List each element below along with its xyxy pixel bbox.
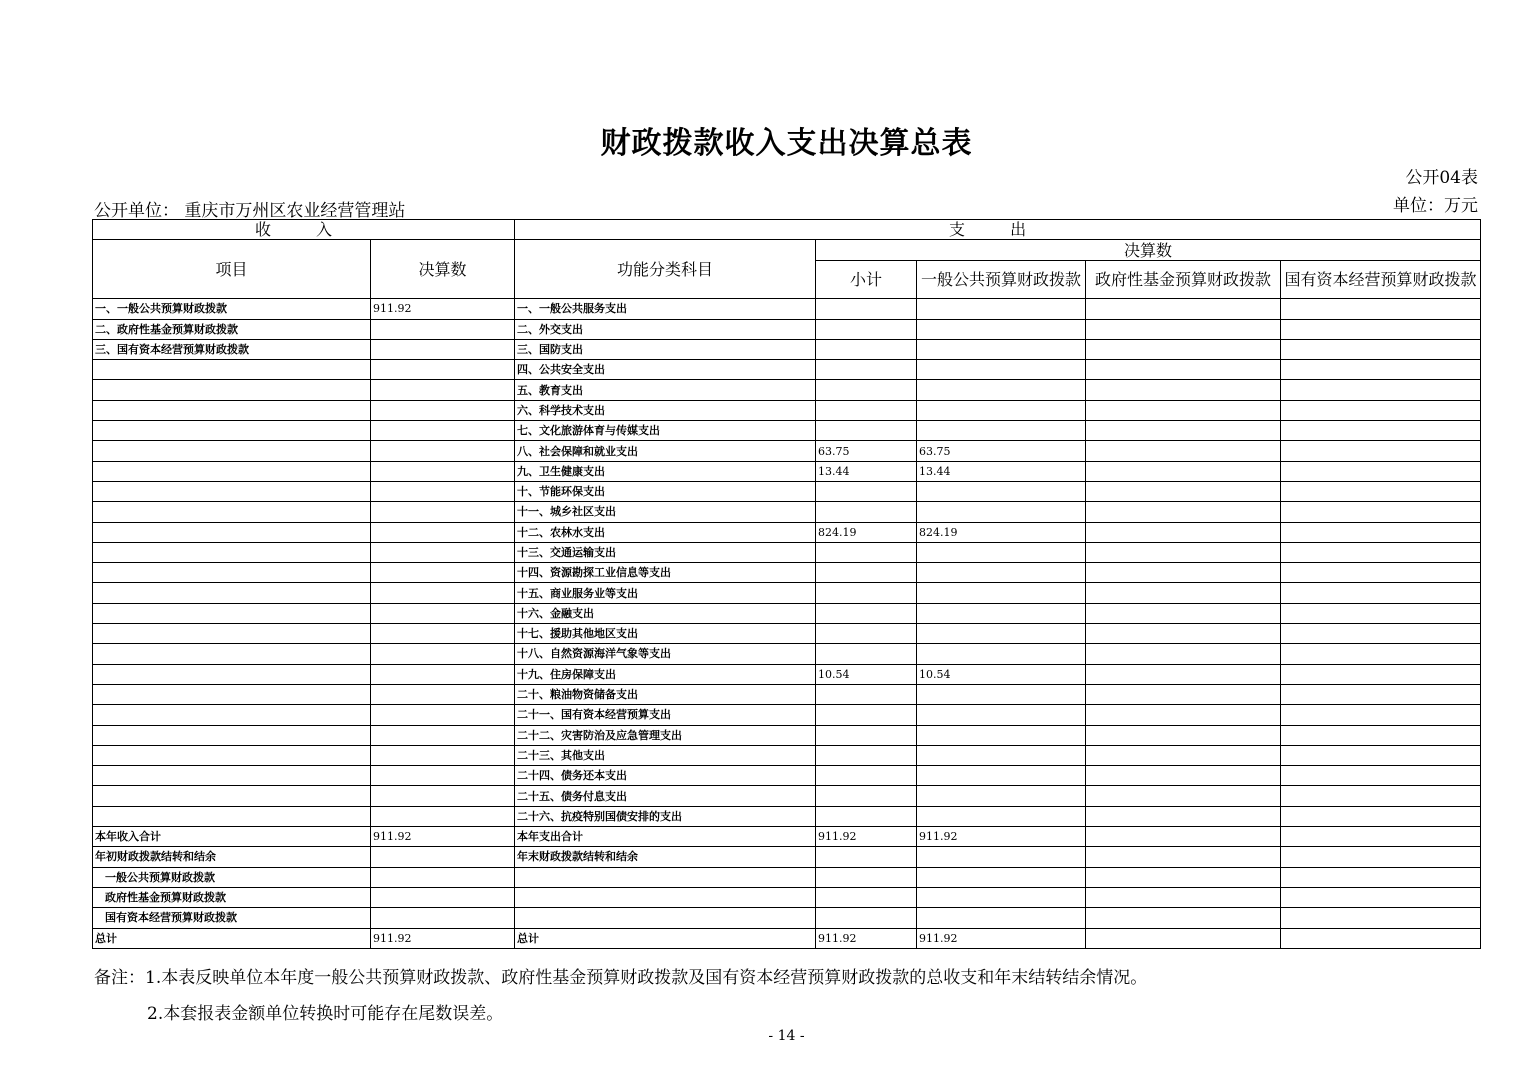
header-row-2 [93, 240, 1481, 261]
cell-amount [371, 786, 515, 806]
cell-fund [1086, 806, 1281, 826]
cell-subtotal [816, 705, 917, 725]
cell-item [93, 522, 371, 542]
cell-amount [371, 583, 515, 603]
cell-subtotal [816, 542, 917, 562]
cell-amount [371, 563, 515, 583]
cell-item [93, 745, 371, 765]
cell-func: 二、外交支出 [515, 319, 816, 339]
cell-general [917, 644, 1086, 664]
table-row [93, 380, 1481, 400]
table-row [93, 400, 1481, 420]
cell-amount [371, 400, 515, 420]
cell-state [1281, 441, 1481, 461]
cell-fund [1086, 421, 1281, 441]
cell-func [515, 887, 816, 907]
cell-state [1281, 725, 1481, 745]
cell-fund [1086, 644, 1281, 664]
cell-general [917, 766, 1086, 786]
cell-state [1281, 299, 1481, 319]
cell-fund [1086, 887, 1281, 907]
cell-fund [1086, 339, 1281, 359]
cell-general [917, 319, 1086, 339]
cell-general: 13.44 [917, 461, 1086, 481]
fund-header: 政府性基金预算财政拨款 [1086, 260, 1281, 298]
cell-general [917, 421, 1086, 441]
cell-general: 911.92 [917, 827, 1086, 847]
currency-unit: 单位：万元 [1393, 196, 1478, 216]
cell-subtotal [816, 806, 917, 826]
cell-item [93, 644, 371, 664]
cell-func: 年末财政拨款结转和结余 [515, 847, 816, 867]
cell-state [1281, 705, 1481, 725]
cell-fund [1086, 847, 1281, 867]
cell-state [1281, 847, 1481, 867]
cell-subtotal [816, 380, 917, 400]
cell-state [1281, 745, 1481, 765]
cell-fund [1086, 725, 1281, 745]
cell-item [93, 583, 371, 603]
table-row [93, 603, 1481, 623]
cell-amount [371, 502, 515, 522]
table-row [93, 684, 1481, 704]
cell-fund [1086, 563, 1281, 583]
cell-amount: 911.92 [371, 299, 515, 319]
cell-subtotal [816, 603, 917, 623]
cell-func: 二十六、抗疫特别国债安排的支出 [515, 806, 816, 826]
page-number: - 14 - [768, 1028, 805, 1044]
cell-func: 一、一般公共服务支出 [515, 299, 816, 319]
cell-fund [1086, 441, 1281, 461]
cell-fund [1086, 705, 1281, 725]
budget-table [92, 219, 1481, 949]
table-row [93, 624, 1481, 644]
cell-amount [371, 360, 515, 380]
cell-general: 911.92 [917, 928, 1086, 948]
table-row [93, 908, 1481, 928]
cell-item [93, 481, 371, 501]
cell-subtotal [816, 299, 917, 319]
table-row [93, 745, 1481, 765]
cell-subtotal [816, 339, 917, 359]
cell-func: 十九、住房保障支出 [515, 664, 816, 684]
cell-state [1281, 360, 1481, 380]
cell-fund [1086, 360, 1281, 380]
expense-header: 支 出 [515, 220, 1481, 240]
cell-state [1281, 339, 1481, 359]
table-row [93, 867, 1481, 887]
cell-amount [371, 867, 515, 887]
cell-general: 10.54 [917, 664, 1086, 684]
cell-item: 政府性基金预算财政拨款 [93, 887, 371, 907]
cell-fund [1086, 380, 1281, 400]
cell-subtotal [816, 847, 917, 867]
table-row [93, 705, 1481, 725]
cell-amount [371, 806, 515, 826]
cell-func: 五、教育支出 [515, 380, 816, 400]
cell-item [93, 786, 371, 806]
cell-item [93, 624, 371, 644]
cell-state [1281, 522, 1481, 542]
cell-fund [1086, 928, 1281, 948]
cell-subtotal [816, 786, 917, 806]
cell-fund [1086, 461, 1281, 481]
cell-general [917, 725, 1086, 745]
cell-item [93, 441, 371, 461]
cell-state [1281, 908, 1481, 928]
cell-item: 二、政府性基金预算财政拨款 [93, 319, 371, 339]
cell-func: 二十二、灾害防治及应急管理支出 [515, 725, 816, 745]
cell-item [93, 603, 371, 623]
cell-amount: 911.92 [371, 928, 515, 948]
cell-fund [1086, 684, 1281, 704]
cell-state [1281, 583, 1481, 603]
cell-fund [1086, 745, 1281, 765]
cell-general [917, 339, 1086, 359]
table-row [93, 644, 1481, 664]
cell-state [1281, 461, 1481, 481]
cell-item [93, 502, 371, 522]
cell-amount [371, 684, 515, 704]
cell-func: 六、科学技术支出 [515, 400, 816, 420]
cell-subtotal: 63.75 [816, 441, 917, 461]
cell-subtotal [816, 745, 917, 765]
cell-amount [371, 705, 515, 725]
cell-amount [371, 766, 515, 786]
cell-amount [371, 745, 515, 765]
cell-state [1281, 928, 1481, 948]
cell-func: 总计 [515, 928, 816, 948]
cell-fund [1086, 400, 1281, 420]
cell-func: 十七、援助其他地区支出 [515, 624, 816, 644]
cell-state [1281, 887, 1481, 907]
cell-item [93, 806, 371, 826]
cell-item: 三、国有资本经营预算财政拨款 [93, 339, 371, 359]
cell-subtotal: 911.92 [816, 827, 917, 847]
table-row [93, 725, 1481, 745]
cell-subtotal: 10.54 [816, 664, 917, 684]
cell-general [917, 299, 1086, 319]
cell-subtotal [816, 908, 917, 928]
cell-general [917, 542, 1086, 562]
cell-amount [371, 725, 515, 745]
cell-func [515, 867, 816, 887]
table-row [93, 563, 1481, 583]
cell-fund [1086, 786, 1281, 806]
table-row [93, 827, 1481, 847]
cell-amount [371, 908, 515, 928]
unit-label: 公开单位： [94, 201, 179, 221]
cell-state [1281, 766, 1481, 786]
table-row [93, 766, 1481, 786]
cell-subtotal [816, 400, 917, 420]
cell-func: 二十一、国有资本经营预算支出 [515, 705, 816, 725]
cell-item [93, 563, 371, 583]
cell-amount [371, 624, 515, 644]
table-row [93, 461, 1481, 481]
cell-item: 一般公共预算财政拨款 [93, 867, 371, 887]
unit-name: 重庆市万州区农业经营管理站 [184, 201, 406, 221]
table-row [93, 319, 1481, 339]
cell-func: 四、公共安全支出 [515, 360, 816, 380]
cell-fund [1086, 522, 1281, 542]
cell-amount [371, 542, 515, 562]
table-row [93, 847, 1481, 867]
cell-state [1281, 786, 1481, 806]
cell-general [917, 563, 1086, 583]
cell-amount [371, 887, 515, 907]
table-row [93, 583, 1481, 603]
cell-func: 十、节能环保支出 [515, 481, 816, 501]
cell-subtotal [816, 583, 917, 603]
cell-item [93, 664, 371, 684]
cell-amount [371, 644, 515, 664]
cell-item [93, 461, 371, 481]
table-row [93, 299, 1481, 319]
cell-state [1281, 380, 1481, 400]
cell-amount [371, 522, 515, 542]
cell-item [93, 360, 371, 380]
cell-func: 十三、交通运输支出 [515, 542, 816, 562]
cell-subtotal [816, 319, 917, 339]
cell-subtotal: 824.19 [816, 522, 917, 542]
cell-state [1281, 481, 1481, 501]
note-1: 备注：1.本表反映单位本年度一般公共预算财政拨款、政府性基金预算财政拨款及国有资本经营预算财政拨款的总收支和年末结转结余情况。 [94, 968, 1148, 988]
cell-state [1281, 542, 1481, 562]
table-row [93, 806, 1481, 826]
cell-state [1281, 603, 1481, 623]
cell-general [917, 360, 1086, 380]
cell-item: 年初财政拨款结转和结余 [93, 847, 371, 867]
table-row [93, 887, 1481, 907]
table-row [93, 441, 1481, 461]
cell-general [917, 887, 1086, 907]
cell-item [93, 725, 371, 745]
cell-subtotal [816, 725, 917, 745]
cell-subtotal [816, 563, 917, 583]
cell-item [93, 766, 371, 786]
final-header: 决算数 [816, 240, 1481, 261]
cell-fund [1086, 827, 1281, 847]
cell-fund [1086, 603, 1281, 623]
cell-func: 十四、资源勘探工业信息等支出 [515, 563, 816, 583]
cell-amount [371, 847, 515, 867]
cell-general [917, 867, 1086, 887]
cell-fund [1086, 908, 1281, 928]
cell-state [1281, 684, 1481, 704]
income-header: 收 入 [93, 220, 515, 240]
page-title: 财政拨款收入支出决算总表 [600, 126, 973, 161]
state-header: 国有资本经营预算财政拨款 [1281, 260, 1481, 298]
cell-fund [1086, 319, 1281, 339]
cell-fund [1086, 502, 1281, 522]
cell-amount [371, 319, 515, 339]
cell-general: 63.75 [917, 441, 1086, 461]
cell-general [917, 745, 1086, 765]
cell-func: 八、社会保障和就业支出 [515, 441, 816, 461]
general-header: 一般公共预算财政拨款 [917, 260, 1086, 298]
table-row [93, 421, 1481, 441]
table-row [93, 522, 1481, 542]
cell-func: 十二、农林水支出 [515, 522, 816, 542]
cell-func: 十五、商业服务业等支出 [515, 583, 816, 603]
item-header: 项目 [93, 240, 371, 299]
cell-general [917, 908, 1086, 928]
cell-item [93, 400, 371, 420]
cell-func: 九、卫生健康支出 [515, 461, 816, 481]
cell-func: 二十、粮油物资储备支出 [515, 684, 816, 704]
reporting-unit [94, 196, 405, 221]
cell-state [1281, 421, 1481, 441]
cell-subtotal [816, 502, 917, 522]
cell-func: 二十三、其他支出 [515, 745, 816, 765]
cell-item [93, 684, 371, 704]
cell-item: 总计 [93, 928, 371, 948]
cell-subtotal: 13.44 [816, 461, 917, 481]
cell-subtotal: 911.92 [816, 928, 917, 948]
cell-amount [371, 380, 515, 400]
cell-amount [371, 664, 515, 684]
cell-subtotal [816, 644, 917, 664]
cell-general [917, 624, 1086, 644]
note-2: 2.本套报表金额单位转换时可能存在尾数误差。 [147, 1004, 504, 1024]
table-row [93, 481, 1481, 501]
cell-state [1281, 664, 1481, 684]
cell-general [917, 380, 1086, 400]
cell-func: 二十五、债务付息支出 [515, 786, 816, 806]
cell-state [1281, 563, 1481, 583]
cell-general [917, 603, 1086, 623]
cell-amount [371, 339, 515, 359]
cell-state [1281, 502, 1481, 522]
amount-header: 决算数 [371, 240, 515, 299]
cell-subtotal [816, 360, 917, 380]
cell-fund [1086, 867, 1281, 887]
cell-state [1281, 624, 1481, 644]
table-row [93, 542, 1481, 562]
cell-subtotal [816, 887, 917, 907]
table-row [93, 339, 1481, 359]
cell-item: 本年收入合计 [93, 827, 371, 847]
cell-amount: 911.92 [371, 827, 515, 847]
cell-state [1281, 319, 1481, 339]
table-row [93, 928, 1481, 948]
cell-state [1281, 827, 1481, 847]
cell-general [917, 481, 1086, 501]
cell-general [917, 400, 1086, 420]
header-row-1 [93, 220, 1481, 240]
cell-amount [371, 481, 515, 501]
table-row [93, 664, 1481, 684]
cell-func [515, 908, 816, 928]
cell-fund [1086, 299, 1281, 319]
cell-general [917, 684, 1086, 704]
cell-subtotal [816, 624, 917, 644]
cell-amount [371, 603, 515, 623]
cell-item: 一、一般公共预算财政拨款 [93, 299, 371, 319]
cell-fund [1086, 542, 1281, 562]
table-row [93, 786, 1481, 806]
cell-fund [1086, 583, 1281, 603]
cell-func: 三、国防支出 [515, 339, 816, 359]
cell-amount [371, 461, 515, 481]
cell-subtotal [816, 481, 917, 501]
cell-subtotal [816, 421, 917, 441]
cell-subtotal [816, 867, 917, 887]
table-row [93, 360, 1481, 380]
cell-func: 二十四、债务还本支出 [515, 766, 816, 786]
cell-subtotal [816, 684, 917, 704]
cell-fund [1086, 766, 1281, 786]
cell-general [917, 583, 1086, 603]
cell-state [1281, 806, 1481, 826]
cell-amount [371, 441, 515, 461]
cell-item [93, 380, 371, 400]
form-number: 公开04表 [1405, 168, 1478, 188]
cell-general [917, 705, 1086, 725]
cell-item: 国有资本经营预算财政拨款 [93, 908, 371, 928]
cell-item [93, 542, 371, 562]
cell-fund [1086, 664, 1281, 684]
cell-state [1281, 400, 1481, 420]
cell-general [917, 847, 1086, 867]
cell-general: 824.19 [917, 522, 1086, 542]
cell-general [917, 786, 1086, 806]
table-row [93, 502, 1481, 522]
cell-subtotal [816, 766, 917, 786]
cell-func: 七、文化旅游体育与传媒支出 [515, 421, 816, 441]
func-header: 功能分类科目 [515, 240, 816, 299]
cell-func: 十六、金融支出 [515, 603, 816, 623]
cell-general [917, 806, 1086, 826]
cell-amount [371, 421, 515, 441]
cell-fund [1086, 481, 1281, 501]
cell-func: 十八、自然资源海洋气象等支出 [515, 644, 816, 664]
cell-state [1281, 644, 1481, 664]
cell-func: 本年支出合计 [515, 827, 816, 847]
subtotal-header: 小计 [816, 260, 917, 298]
cell-item [93, 421, 371, 441]
cell-item [93, 705, 371, 725]
cell-general [917, 502, 1086, 522]
cell-fund [1086, 624, 1281, 644]
cell-state [1281, 867, 1481, 887]
cell-func: 十一、城乡社区支出 [515, 502, 816, 522]
